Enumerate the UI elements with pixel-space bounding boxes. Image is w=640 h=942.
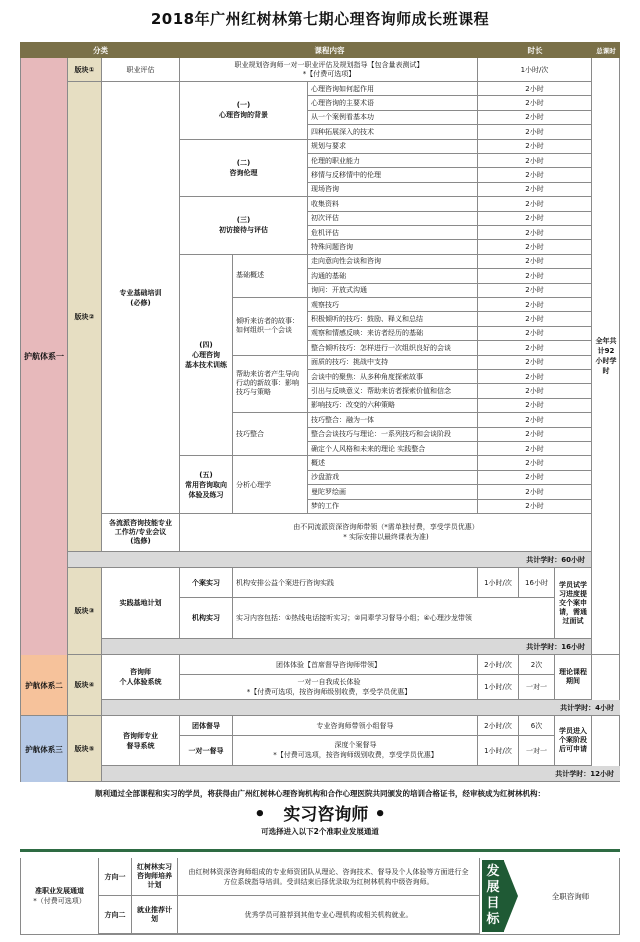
workshop-name-line2: 工作坊/专业会议 bbox=[114, 528, 167, 536]
block3-subtotal-text: 共计学时：16小时 bbox=[526, 643, 585, 651]
workshop-desc bbox=[180, 514, 592, 552]
group4-subgroup-name: 基础概述 bbox=[236, 271, 264, 280]
header-duration-label: 时长 bbox=[527, 45, 543, 55]
course-item bbox=[308, 370, 478, 384]
internship-org-label: 机构实习 bbox=[192, 614, 220, 622]
block3-name bbox=[102, 568, 180, 639]
bullet-right: • bbox=[374, 804, 386, 825]
career-green-bar bbox=[20, 845, 620, 858]
goal-char-2: 展 bbox=[486, 880, 500, 895]
block2-label bbox=[68, 82, 102, 552]
course-item-text: 心理咨询的主要术语 bbox=[311, 99, 374, 108]
career-note-text: *（付费可选项） bbox=[33, 897, 86, 905]
course-item-time-text: 2小时 bbox=[525, 243, 544, 252]
course-item-text: 沙盘游戏 bbox=[311, 473, 339, 482]
course-item-time-text: 2小时 bbox=[525, 214, 544, 223]
career-result-text: 全职咨询师 bbox=[551, 891, 590, 901]
direction1-desc bbox=[178, 858, 480, 896]
course-item-time-text: 2小时 bbox=[525, 401, 544, 410]
course-item-text: 观察技巧 bbox=[311, 300, 339, 309]
course-item-text: 询问：开放式沟通 bbox=[311, 286, 367, 295]
personal-experience-count-text: 一对一 bbox=[526, 683, 547, 691]
course-item bbox=[308, 140, 478, 154]
intern-title bbox=[20, 800, 620, 825]
block1-time-text: 1小时/次 bbox=[520, 65, 549, 74]
course-item-text: 影响技巧：改变的六种策略 bbox=[311, 401, 395, 410]
course-item-time bbox=[478, 356, 592, 370]
course-item-text: 积极倾听的技巧：鼓励、释义和总结 bbox=[311, 315, 423, 324]
course-item-time-text: 2小时 bbox=[525, 257, 544, 266]
course-item-text: 概述 bbox=[311, 459, 325, 468]
course-item bbox=[308, 298, 478, 312]
group-supervision-name bbox=[180, 716, 233, 736]
group3-sub: 初访接待与评估 bbox=[219, 226, 268, 235]
direction2-desc bbox=[178, 896, 480, 934]
course-item-text: 从一个案例看基本功 bbox=[311, 113, 374, 122]
block3-name-text: 实践基地计划 bbox=[119, 599, 162, 607]
course-item-time-text: 2小时 bbox=[525, 358, 544, 367]
block1-desc bbox=[180, 58, 478, 82]
group-experience-desc-text: 团体体验【首席督导咨询师带领】 bbox=[276, 660, 381, 669]
course-item-time bbox=[478, 500, 592, 514]
course-item-time bbox=[478, 284, 592, 298]
group2-name: (二) bbox=[236, 158, 251, 167]
course-item-time-text: 2小时 bbox=[525, 113, 544, 122]
course-item bbox=[308, 154, 478, 168]
direction2-program bbox=[132, 896, 178, 934]
course-item-time-text: 2小时 bbox=[525, 387, 544, 396]
course-item-time-text: 2小时 bbox=[525, 430, 544, 439]
workshop-name-line3: (选修) bbox=[130, 537, 151, 545]
block3-label-text: 版块③ bbox=[74, 607, 95, 615]
course-item-time-text: 2小时 bbox=[525, 185, 544, 194]
course-item bbox=[308, 82, 478, 96]
individual-supervision-line2: *【付费可选项，按咨询师级别收费，享受学员优惠】 bbox=[273, 751, 438, 759]
course-item-time bbox=[478, 442, 592, 456]
group4-subgroup bbox=[233, 255, 308, 298]
course-item-time-text: 2小时 bbox=[525, 199, 544, 208]
block1-time bbox=[478, 58, 592, 82]
workshop-desc-line2: * 实际安排以最终课表为准) bbox=[343, 533, 429, 541]
individual-supervision-line1: 深度个案督导 bbox=[334, 741, 377, 749]
course-item-text: 沟通的基础 bbox=[311, 271, 346, 280]
course-item-time bbox=[478, 183, 592, 197]
course-item-text: 走向意向性会谈和咨询 bbox=[311, 257, 381, 266]
group-supervision-desc bbox=[233, 716, 478, 736]
course-item-time bbox=[478, 428, 592, 442]
group-supervision-count bbox=[519, 716, 555, 736]
workshop-name bbox=[102, 514, 180, 552]
course-item-time-text: 2小时 bbox=[525, 329, 544, 338]
course-item-time bbox=[478, 111, 592, 125]
internship-note bbox=[555, 568, 592, 639]
bullet-left: • bbox=[254, 804, 266, 825]
course-item-time-text: 2小时 bbox=[525, 99, 544, 108]
course-item bbox=[308, 197, 478, 211]
goal-char-4: 标 bbox=[486, 912, 500, 927]
system2-label-text: 护航体系二 bbox=[25, 680, 63, 690]
course-item-time-text: 2小时 bbox=[525, 84, 544, 93]
group1-title bbox=[180, 82, 308, 140]
personal-experience-line1: 一对一自我成长体验 bbox=[297, 678, 361, 686]
course-item-time bbox=[478, 240, 592, 254]
course-item-time-text: 2小时 bbox=[525, 315, 544, 324]
system3-label-text: 护航体系三 bbox=[25, 744, 63, 754]
course-item-time bbox=[478, 298, 592, 312]
block4-label-text: 版块④ bbox=[74, 681, 95, 689]
course-item bbox=[308, 356, 478, 370]
group4-sub2: 基本技术训练 bbox=[185, 361, 227, 370]
course-item-time bbox=[478, 197, 592, 211]
course-item bbox=[308, 428, 478, 442]
block5-subtotal bbox=[102, 766, 620, 782]
course-item bbox=[308, 240, 478, 254]
course-item-time-text: 2小时 bbox=[525, 487, 544, 496]
block5-subtotal-text: 共计学时：12小时 bbox=[555, 770, 614, 778]
group5-sub-text: 分析心理学 bbox=[236, 480, 271, 489]
block1-label bbox=[68, 58, 102, 82]
direction1-name bbox=[99, 858, 132, 896]
course-item-time-text: 2小时 bbox=[525, 473, 544, 482]
internship-case-name bbox=[180, 568, 233, 598]
group4-subgroup-name: 帮助来访者产生导向行动的新故事：影响技巧与策略 bbox=[236, 370, 299, 397]
group2-sub: 咨询伦理 bbox=[229, 168, 258, 177]
course-item bbox=[308, 485, 478, 499]
course-item bbox=[308, 341, 478, 355]
group-experience-time bbox=[478, 655, 519, 675]
group4-subgroup-name: 技巧整合 bbox=[236, 429, 264, 438]
block1-name-text: 职业评估 bbox=[126, 65, 155, 74]
personal-experience-desc bbox=[180, 675, 478, 700]
course-item-time-text: 2小时 bbox=[525, 372, 544, 381]
course-item-time bbox=[478, 485, 592, 499]
block2-subtotal bbox=[68, 552, 592, 568]
group4-name: (四) bbox=[199, 341, 213, 350]
group2-title bbox=[180, 140, 308, 198]
course-item-text: 心理咨询如何起作用 bbox=[311, 84, 374, 93]
block1-desc-line1: 职业规划咨询师一对一职业评估及规划指导【包含量表测试】 bbox=[234, 61, 424, 69]
course-item bbox=[308, 384, 478, 398]
course-item bbox=[308, 125, 478, 139]
course-item-time bbox=[478, 255, 592, 269]
individual-supervision-time-text: 1小时/次 bbox=[484, 746, 512, 755]
personal-experience-count bbox=[519, 675, 555, 700]
course-item-time-text: 2小时 bbox=[525, 343, 544, 352]
course-item-text: 移情与反移情中的伦理 bbox=[311, 171, 381, 180]
foundation-note: (必修) bbox=[130, 298, 151, 307]
block5-note-text: 学员进入个案阶段后可申请 bbox=[559, 727, 587, 753]
internship-org-desc-text: 实习内容包括：①热线电话接听实习；②同辈学习督导小组；④心理沙龙带领 bbox=[236, 614, 472, 622]
internship-org-desc bbox=[233, 598, 555, 639]
internship-case-label: 个案实习 bbox=[192, 578, 220, 587]
course-item-time-text: 2小时 bbox=[525, 459, 544, 468]
direction2-desc-text: 优秀学员可推荐到其他专业心理机构或相关机构就业。 bbox=[244, 910, 413, 919]
course-item-time bbox=[478, 341, 592, 355]
group3-name: (三) bbox=[236, 216, 251, 225]
course-item-text: 技巧整合：融为一体 bbox=[311, 415, 374, 424]
course-item-text: 梦的工作 bbox=[311, 502, 339, 511]
course-item-text: 曼陀罗绘画 bbox=[311, 487, 346, 496]
course-item-time-text: 2小时 bbox=[525, 171, 544, 180]
header-content-label: 课程内容 bbox=[314, 45, 345, 55]
block4-name bbox=[102, 655, 180, 700]
group1-name: (一) bbox=[236, 101, 251, 110]
group4-subgroup bbox=[233, 298, 308, 356]
course-item-time bbox=[478, 269, 592, 283]
course-item-time-text: 2小时 bbox=[525, 271, 544, 280]
course-item-time bbox=[478, 456, 592, 470]
block5-label-text: 版块⑤ bbox=[74, 744, 95, 753]
course-item-time bbox=[478, 327, 592, 341]
course-item-text: 四种拓展深入的技术 bbox=[311, 127, 374, 136]
group-supervision-time-text: 2小时/次 bbox=[484, 721, 512, 730]
group4-subgroup-name: 倾听来访者的故事：如何组织一个会谈 bbox=[236, 317, 299, 335]
header-category bbox=[20, 42, 181, 58]
course-item-time-text: 2小时 bbox=[525, 286, 544, 295]
direction1-program bbox=[132, 858, 178, 896]
header-total bbox=[592, 42, 620, 58]
block4-label bbox=[68, 655, 102, 716]
personal-experience-time bbox=[478, 675, 519, 700]
internship-note-text: 学员试学习进度提交个案申请，需通过面试 bbox=[559, 580, 587, 625]
block3-label bbox=[68, 568, 102, 655]
group5-title bbox=[180, 456, 233, 514]
career-result bbox=[522, 858, 619, 934]
system2-label bbox=[21, 655, 68, 716]
foundation-training bbox=[102, 82, 180, 514]
course-item-time bbox=[478, 125, 592, 139]
course-item-time bbox=[478, 413, 592, 427]
system3-label bbox=[21, 716, 68, 782]
course-item-time bbox=[478, 312, 592, 326]
foundation-title: 专业基础培训 bbox=[119, 288, 162, 297]
internship-case-count bbox=[519, 568, 555, 598]
direction1-label: 方向一 bbox=[104, 872, 126, 881]
block4-note-text: 理论课程期间 bbox=[559, 668, 587, 685]
course-item-time-text: 2小时 bbox=[525, 415, 544, 424]
course-item-time bbox=[478, 140, 592, 154]
course-item-time bbox=[478, 96, 592, 110]
direction1-desc-text: 由红树林资深咨询师组成的专业师资团队从理论、咨询技术、督导及个人体验等方面进行全方位系统指导培训。受训结束后择优录取为红树林机构中级咨询师。 bbox=[188, 867, 469, 886]
internship-case-desc-text: 机构安排公益个案进行咨询实践 bbox=[236, 578, 334, 587]
course-item-time-text: 2小时 bbox=[525, 444, 544, 453]
block1-desc-line2: *【付费可选项】 bbox=[302, 70, 356, 78]
course-item-text: 会谈中的聚焦：从多种角度探索故事 bbox=[311, 372, 423, 381]
course-item-text: 面质的技巧：挑战中支持 bbox=[311, 358, 388, 367]
course-item bbox=[308, 111, 478, 125]
group5-sub1: 常用咨询取向 bbox=[185, 480, 227, 489]
group-supervision-time bbox=[478, 716, 519, 736]
block5-note bbox=[555, 716, 592, 766]
course-item-time bbox=[478, 82, 592, 96]
group-supervision-label: 团体督导 bbox=[192, 721, 220, 730]
course-item-text: 伦理的职业能力 bbox=[311, 156, 360, 165]
individual-supervision-count-text: 一对一 bbox=[526, 746, 547, 755]
course-item-time bbox=[478, 154, 592, 168]
course-item bbox=[308, 269, 478, 283]
block5-label bbox=[68, 716, 102, 782]
block4-name-line1: 咨询师 bbox=[130, 668, 151, 676]
course-item-text: 引出与反映意义：帮助来访者探索价值和信念 bbox=[311, 387, 451, 396]
course-item-time bbox=[478, 399, 592, 413]
course-item bbox=[308, 442, 478, 456]
group-experience-time-text: 2小时/次 bbox=[484, 660, 512, 669]
workshop-name-line1: 各流派咨询技能专业 bbox=[109, 519, 172, 527]
system1-label bbox=[21, 58, 68, 655]
block4-subtotal bbox=[102, 700, 620, 716]
course-item-time-text: 2小时 bbox=[525, 142, 544, 151]
individual-supervision-name bbox=[180, 736, 233, 766]
personal-experience-line2: *【付费可选项，按咨询师级别收费，享受学员优惠】 bbox=[246, 688, 412, 696]
course-item-text: 整合倾听技巧：怎样进行一次组织良好的会谈 bbox=[311, 343, 451, 352]
course-item-time bbox=[478, 168, 592, 182]
system1-label-text: 护航体系一 bbox=[24, 352, 64, 361]
group4-subgroup bbox=[233, 413, 308, 456]
goal-char-3: 目 bbox=[486, 896, 500, 911]
course-item bbox=[308, 471, 478, 485]
group-supervision-count-text: 6次 bbox=[530, 721, 543, 730]
block1-label-text: 版块① bbox=[74, 65, 95, 74]
individual-supervision-label: 一对一督导 bbox=[188, 746, 224, 755]
internship-org-name bbox=[180, 598, 233, 639]
course-item-time bbox=[478, 471, 592, 485]
course-item bbox=[308, 168, 478, 182]
block2-label-text: 版块② bbox=[74, 312, 95, 321]
header-category-label: 分类 bbox=[93, 45, 108, 55]
block5-name bbox=[102, 716, 180, 766]
block3-subtotal bbox=[102, 639, 592, 655]
block5-name-line1: 咨询师专业 bbox=[123, 731, 158, 740]
course-item-text: 确定个人风格和未来的理论 实践整合 bbox=[311, 444, 426, 453]
course-item bbox=[308, 226, 478, 240]
course-item bbox=[308, 255, 478, 269]
direction2-name bbox=[99, 896, 132, 934]
direction2-label: 方向二 bbox=[104, 910, 126, 919]
annual-total-text: 全年共计92小时学时 bbox=[595, 337, 617, 375]
course-item bbox=[308, 312, 478, 326]
course-item-text: 特殊问题咨询 bbox=[311, 243, 353, 252]
group5-sub2: 体验及练习 bbox=[188, 490, 224, 499]
course-item bbox=[308, 399, 478, 413]
course-item-text: 危机评估 bbox=[311, 228, 339, 237]
group-experience-count bbox=[519, 655, 555, 675]
personal-experience-time-text: 1小时/次 bbox=[484, 683, 512, 691]
individual-supervision-time bbox=[478, 736, 519, 766]
header-total-label: 总课时 bbox=[596, 46, 616, 55]
course-item-time bbox=[478, 226, 592, 240]
direction1-program-text: 红树林实习咨询师培养计划 bbox=[137, 863, 172, 889]
group5-name: (五) bbox=[199, 470, 213, 479]
goal-char-1: 发 bbox=[486, 864, 500, 879]
block2-subtotal-text: 共计学时：60小时 bbox=[526, 556, 585, 564]
internship-case-time-text: 1小时/次 bbox=[484, 578, 512, 587]
course-item bbox=[308, 96, 478, 110]
career-label-text: 准职业发展通道 bbox=[35, 887, 84, 895]
course-item bbox=[308, 284, 478, 298]
group4-sub1: 心理咨询 bbox=[192, 351, 220, 360]
course-item-text: 整合会谈技巧与理论：一系列技巧和会谈阶段 bbox=[311, 430, 451, 439]
internship-case-desc bbox=[233, 568, 478, 598]
block1-name bbox=[102, 58, 180, 82]
course-item bbox=[308, 456, 478, 470]
goal-arrow-icon bbox=[504, 861, 518, 931]
course-item-text: 规划与要求 bbox=[311, 142, 346, 151]
course-item-text: 现场咨询 bbox=[311, 185, 339, 194]
course-item-time bbox=[478, 370, 592, 384]
group3-title bbox=[180, 197, 308, 255]
individual-supervision-count bbox=[519, 736, 555, 766]
course-item bbox=[308, 413, 478, 427]
course-item-time-text: 2小时 bbox=[525, 156, 544, 165]
career-label bbox=[21, 858, 99, 934]
course-item-time-text: 2小时 bbox=[525, 502, 544, 511]
course-item-time bbox=[478, 384, 592, 398]
group-experience-desc bbox=[180, 655, 478, 675]
course-item-text: 观察和情感反映：来访者经历的基础 bbox=[311, 329, 423, 338]
individual-supervision-desc bbox=[233, 736, 478, 766]
internship-case-count-text: 16小时 bbox=[525, 578, 548, 587]
goal-box bbox=[482, 860, 504, 932]
block4-subtotal-text: 共计学时：4小时 bbox=[560, 704, 614, 712]
group4-title bbox=[180, 255, 233, 457]
block4-name-line2: 个人体验系统 bbox=[119, 678, 162, 686]
intern-title-text: 实习咨询师 bbox=[283, 805, 369, 825]
course-item bbox=[308, 327, 478, 341]
course-item-time bbox=[478, 212, 592, 226]
internship-case-time bbox=[478, 568, 519, 598]
group5-sub bbox=[233, 456, 308, 514]
direction2-program-text: 就业推荐计划 bbox=[137, 905, 172, 923]
workshop-desc-line1: 由不同流派资深咨询师带领（*需单独付费，享受学员优惠） bbox=[293, 523, 479, 531]
course-item-time-text: 2小时 bbox=[525, 300, 544, 309]
course-item-text: 收集资料 bbox=[311, 199, 339, 208]
group-experience-count-text: 2次 bbox=[530, 660, 543, 669]
group-supervision-desc-text: 专业咨询师带领小组督导 bbox=[316, 721, 394, 730]
group4-subgroup bbox=[233, 356, 308, 414]
header-duration bbox=[478, 42, 592, 58]
block4-note bbox=[555, 655, 592, 700]
course-item bbox=[308, 500, 478, 514]
block5-name-line2: 督导系统 bbox=[126, 741, 155, 750]
course-item-time-text: 2小时 bbox=[525, 127, 544, 136]
header-content bbox=[181, 42, 478, 58]
annual-total bbox=[592, 58, 620, 655]
course-item bbox=[308, 212, 478, 226]
group1-sub: 心理咨询的背景 bbox=[219, 111, 268, 120]
course-item bbox=[308, 183, 478, 197]
choose-text: 可选择进入以下2个准职业发展通道 bbox=[261, 827, 379, 836]
course-item-text: 初次评估 bbox=[311, 214, 339, 223]
course-item-time-text: 2小时 bbox=[525, 228, 544, 237]
certificate-text: 顺利通过全部课程和实习的学员，将获得由广州红树林心理咨询机构和合作心理医院共同颁发的培训合格证书，经审核成为红树林机构： bbox=[95, 789, 545, 798]
page-title: 2018年广州红树林第七期心理咨询师成长班课程 bbox=[150, 10, 490, 28]
